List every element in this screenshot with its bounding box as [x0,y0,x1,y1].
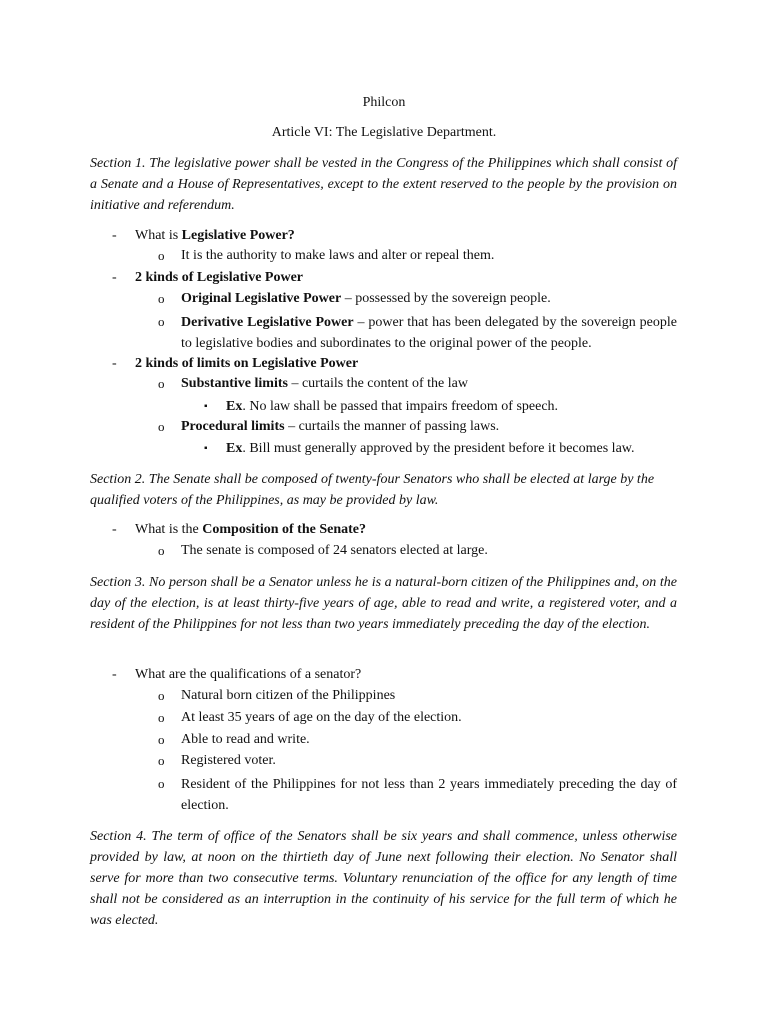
section-3-text: Section 3. No person shall be a Senator unless he is a natural-born citizen of the Philippines and, on the day of the election, is at least thirty-five years of age, able to read and write, a registered voter, and a resident of the Philippines for not less than two years immediately preceding the day of the election. [90,575,677,632]
dash-bullet: - [112,667,117,682]
qualification-item: Able to read and write. [181,732,310,747]
qualification-item: Natural born citizen of the Philippines [181,688,396,703]
question-legislative-power: What is Legislative Power? [135,228,295,243]
kinds-of-limits: 2 kinds of limits on Legislative Power [135,356,359,371]
circle-bullet: o [158,314,165,329]
original-legislative-power: Original Legislative Power – possessed by the sovereign people. [181,291,551,306]
article-heading: Article VI: The Legislative Department. [271,125,497,140]
circle-bullet: o [158,753,165,768]
square-bullet: ▪ [204,401,208,412]
dash-bullet: - [112,356,117,371]
qualification-item: Registered voter. [181,753,276,768]
qualification-item: Resident of the Philippines for not less than 2 years immediately preceding the day of election. [181,777,677,813]
dash-bullet: - [112,270,117,285]
dash-bullet: - [112,228,117,243]
answer-composition: The senate is composed of 24 senators elected at large. [181,543,488,558]
procedural-example: Ex. Bill must generally approved by the president before it becomes law. [226,441,635,456]
circle-bullet: o [158,710,165,725]
question-composition: What is the Composition of the Senate? [135,522,366,537]
section-2-text: Section 2. The Senate shall be composed of twenty-four Senators who shall be elected at large by the qualified voters of the Philippines, as may be provided by law. [90,472,655,508]
circle-bullet: o [158,732,165,747]
procedural-limits: Procedural limits – curtails the manner of passing laws. [181,419,500,434]
circle-bullet: o [158,419,165,434]
square-bullet: ▪ [204,443,208,454]
kinds-of-legislative-power: 2 kinds of Legislative Power [135,270,303,285]
circle-bullet: o [158,776,165,791]
circle-bullet: o [158,291,165,306]
qualification-item: At least 35 years of age on the day of the election. [181,710,462,725]
derivative-legislative-power: Derivative Legislative Power – power that has been delegated by the sovereign people to legislative bodies and subordinates to the original power of the people. [181,315,678,351]
circle-bullet: o [158,543,165,558]
circle-bullet: o [158,688,165,703]
circle-bullet: o [158,248,165,263]
dash-bullet: - [112,522,117,537]
substantive-example: Ex. No law shall be passed that impairs freedom of speech. [226,399,559,414]
section-4-text: Section 4. The term of office of the Senators shall be six years and shall commence, unless otherwise provided by law, at noon on the thirtieth day of June next following their election. No Senator shall serve for more than two consecutive terms. Voluntary renunciation of the office for any length of time shall not be considered as an interruption in the continuity of his service for the full term of which he was elected. [90,829,677,928]
circle-bullet: o [158,376,165,391]
document-title: Philcon [362,95,406,110]
substantive-limits: Substantive limits – curtails the content of the law [181,376,468,391]
question-qualifications: What are the qualifications of a senator? [135,667,362,682]
answer-legislative-power: It is the authority to make laws and alter or repeal them. [181,248,495,263]
section-1-text: Section 1. The legislative power shall be vested in the Congress of the Philippines which shall consist of a Senate and a House of Representatives, except to the extent reserved to the people by the provision on initiative and referendum. [90,156,677,213]
